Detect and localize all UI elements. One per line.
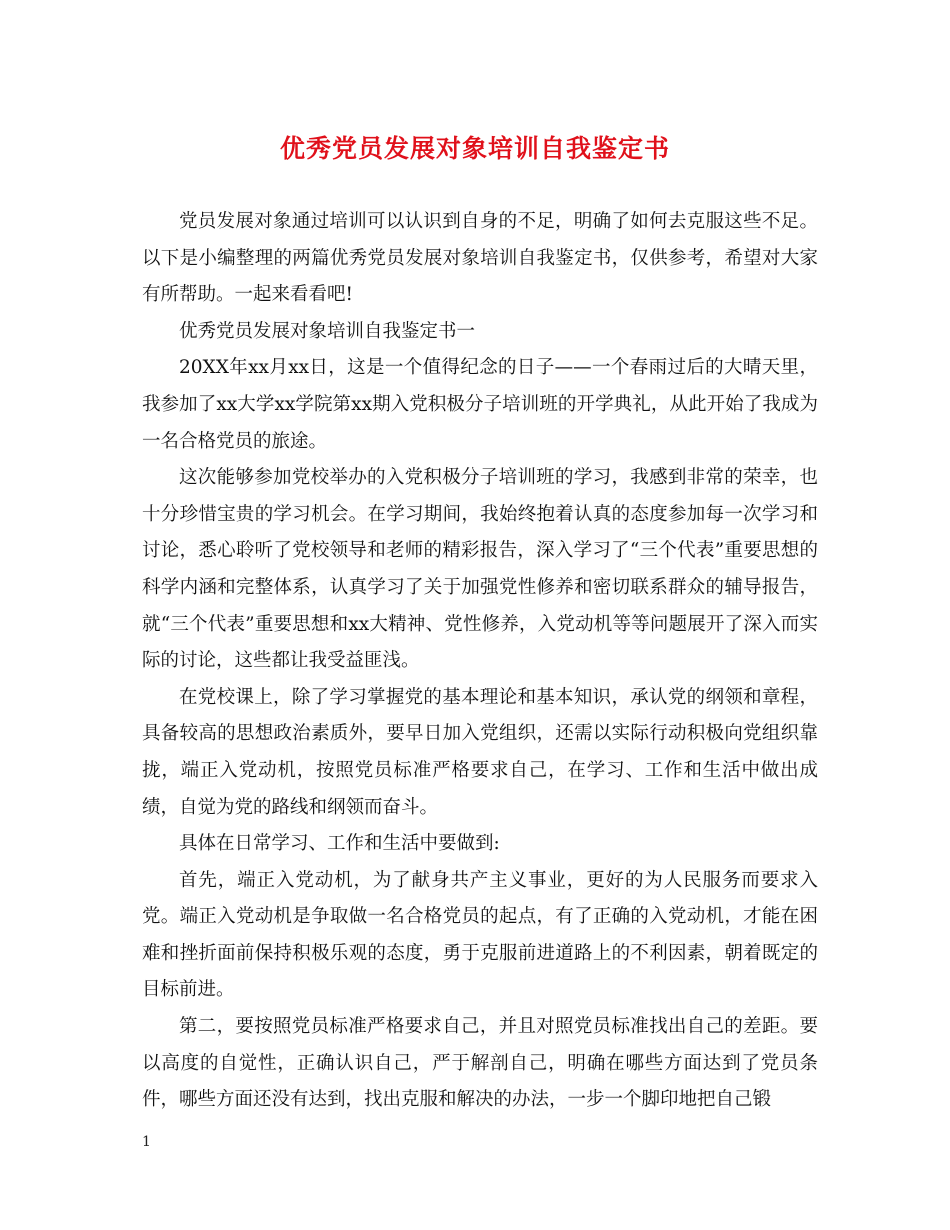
paragraph-date: 20XX年xx月xx日，这是一个值得纪念的日子——一个春雨过后的大晴天里，我参加了xx大学xx学院第xx期入党积极分子培训班的开学典礼，从此开始了我成为一名合格党员的旅途。 bbox=[142, 357, 818, 452]
paragraph-party-school: 在党校课上，除了学习掌握党的基本理论和基本知识，承认党的纲领和章程，具备较高的思想政治素质外，要早日加入党组织，还需以实际行动积极向党组织靠拢，端正入党动机，按照党员标准严格要求自己，在学习、工作和生活中做出成绩，自觉为党的路线和纲领而奋斗。 bbox=[142, 686, 818, 818]
paragraph-second: 第二，要按照党员标准严格要求自己，并且对照党员标准找出自己的差距。要以高度的自觉性，正确认识自己，严于解剖自己，明确在哪些方面达到了党员条件，哪些方面还没有达到，找出克服和解决的办法，一步一个脚印地把自己锻 bbox=[142, 1016, 818, 1111]
paragraph-daily-requirements: 具体在日常学习、工作和生活中要做到: bbox=[179, 833, 500, 855]
paragraph-intro: 党员发展对象通过培训可以认识到自身的不足，明确了如何去克服这些不足。以下是小编整理的两篇优秀党员发展对象培训自我鉴定书，仅供参考，希望对大家有所帮助。一起来看看吧! bbox=[142, 211, 818, 306]
paragraph-section-heading: 优秀党员发展对象培训自我鉴定书一 bbox=[179, 320, 476, 342]
paragraph-first: 首先，端正入党动机，为了献身共产主义事业，更好的为人民服务而要求入党。端正入党动机是争取做一名合格党员的起点，有了正确的入党动机，才能在困难和挫折面前保持积极乐观的态度，勇于克服前进道路上的不利因素，朝着既定的目标前进。 bbox=[142, 869, 818, 1001]
document-body bbox=[142, 204, 818, 1119]
document-title: 优秀党员发展对象培训自我鉴定书 bbox=[279, 134, 670, 163]
paragraph-training: 这次能够参加党校举办的入党积极分子培训班的学习，我感到非常的荣幸，也十分珍惜宝贵的学习机会。在学习期间，我始终抱着认真的态度参加每一次学习和讨论，悉心聆听了党校领导和老师的精彩报告，深入学习了“三个代表”重要思想的科学内涵和完整体系，认真学习了关于加强党性修养和密切联系群众的辅导报告，就“三个代表”重要思想和xx大精神、党性修养，入党动机等等问题展开了深入而实际的讨论，这些都让我受益匪浅。 bbox=[142, 467, 818, 672]
page-number: 1 bbox=[142, 1134, 151, 1150]
